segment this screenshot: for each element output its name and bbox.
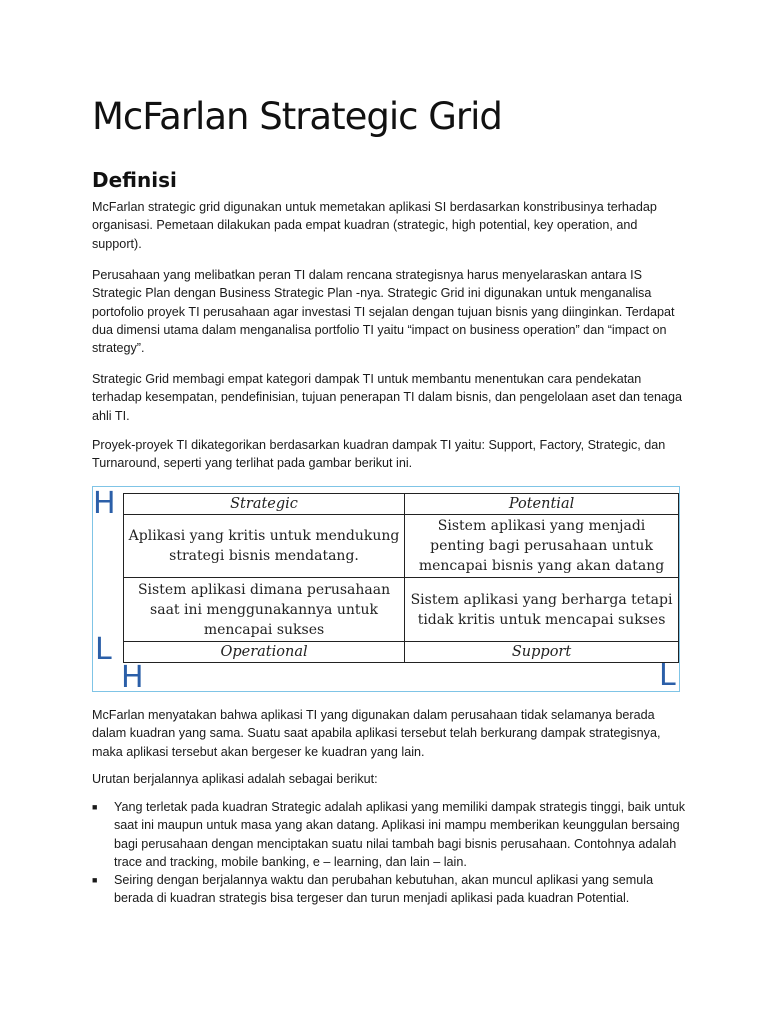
list-item: [92, 798, 688, 871]
quadrant-support-text: Sistem aplikasi yang berharga tetapi tidak kritis untuk mencapai sukses: [405, 578, 679, 642]
quadrant-footer-support: Support: [405, 642, 679, 663]
paragraph-6: Urutan berjalannya aplikasi adalah sebagai berikut:: [92, 772, 378, 786]
list-item: [92, 871, 688, 908]
quadrant-header-potential: Potential: [405, 494, 679, 515]
paragraph-5: McFarlan menyatakan bahwa aplikasi TI yang digunakan dalam perusahaan tidak selamanya berada dalam kuadran yang sama. Suatu saat apabila aplikasi tersebut telah berkurang dampak strategisnya, maka aplikasi tersebut akan bergeser ke kuadran yang lain.: [92, 708, 661, 759]
quadrant-table: [123, 493, 679, 663]
quadrant-strategic-text: Aplikasi yang kritis untuk mendukung strategi bisnis mendatang.: [124, 514, 405, 578]
square-bullet-icon: ■: [92, 802, 98, 812]
axis-label-high-top: H: [93, 486, 116, 521]
list-item-text: Seiring dengan berjalannya waktu dan perubahan kebutuhan, akan muncul aplikasi yang semula berada di kuadran strategis bisa tergeser dan turun menjadi aplikasi pada kuadran Potential.: [114, 873, 654, 906]
axis-label-low-left: L: [95, 632, 112, 667]
section-heading-definisi: Definisi: [92, 168, 177, 192]
quadrant-footer-operational: Operational: [124, 642, 405, 663]
axis-label-low-right: L: [659, 658, 676, 693]
document-title: McFarlan Strategic Grid: [92, 95, 502, 138]
strategic-grid-figure: [92, 486, 680, 695]
paragraph-2: Perusahaan yang melibatkan peran TI dalam rencana strategisnya harus menyelaraskan antara IS Strategic Plan dengan Business Strategic Plan -nya. Strategic Grid ini digunakan untuk menganalisa portofolio proyek TI perusahaan agar investasi TI sejalan dengan tujuan bisnis yang diinginkan. Terdapat dua dimensi utama dalam menganalisa portfolio TI yaitu “impact on business operation” dan “impact on strategy”.: [92, 268, 675, 356]
paragraph-3: Strategic Grid membagi empat kategori dampak TI untuk membantu menentukan cara pendekatan terhadap kesempatan, pendefinisian, tujuan penerapan TI dalam bisnis, dan pengelolaan aset dan tenaga ahli TI.: [92, 372, 683, 423]
paragraph-4: Proyek-proyek TI dikategorikan berdasarkan kuadran dampak TI yaitu: Support, Factory, Strategic, dan Turnaround, seperti yang terlihat pada gambar berikut ini.: [92, 438, 666, 471]
quadrant-header-strategic: Strategic: [124, 494, 405, 515]
axis-label-high-bottom: H: [121, 660, 144, 695]
paragraph-1: McFarlan strategic grid digunakan untuk memetakan aplikasi SI berdasarkan konstribusinya terhadap organisasi. Pemetaan dilakukan pada empat kuadran (strategic, high potential, key operation, and support).: [92, 200, 657, 251]
square-bullet-icon: ■: [92, 875, 98, 886]
bullet-list: [92, 798, 688, 908]
quadrant-potential-text: Sistem aplikasi yang menjadi penting bagi perusahaan untuk mencapai bisnis yang akan datang: [405, 514, 679, 578]
list-item-text: Yang terletak pada kuadran Strategic adalah aplikasi yang memiliki dampak strategis tinggi, baik untuk saat ini maupun untuk masa yang akan datang. Aplikasi ini mampu memberikan keunggulan bersaing bagi perusahaan dengan menciptakan suatu nilai tambah bagi bisnis perusahaan. Contohnya adalah trace and tracking, mobile banking, e – learning, dan lain – lain.: [114, 800, 686, 869]
quadrant-operational-text: Sistem aplikasi dimana perusahaan saat ini menggunakannya untuk mencapai sukses: [124, 578, 405, 642]
